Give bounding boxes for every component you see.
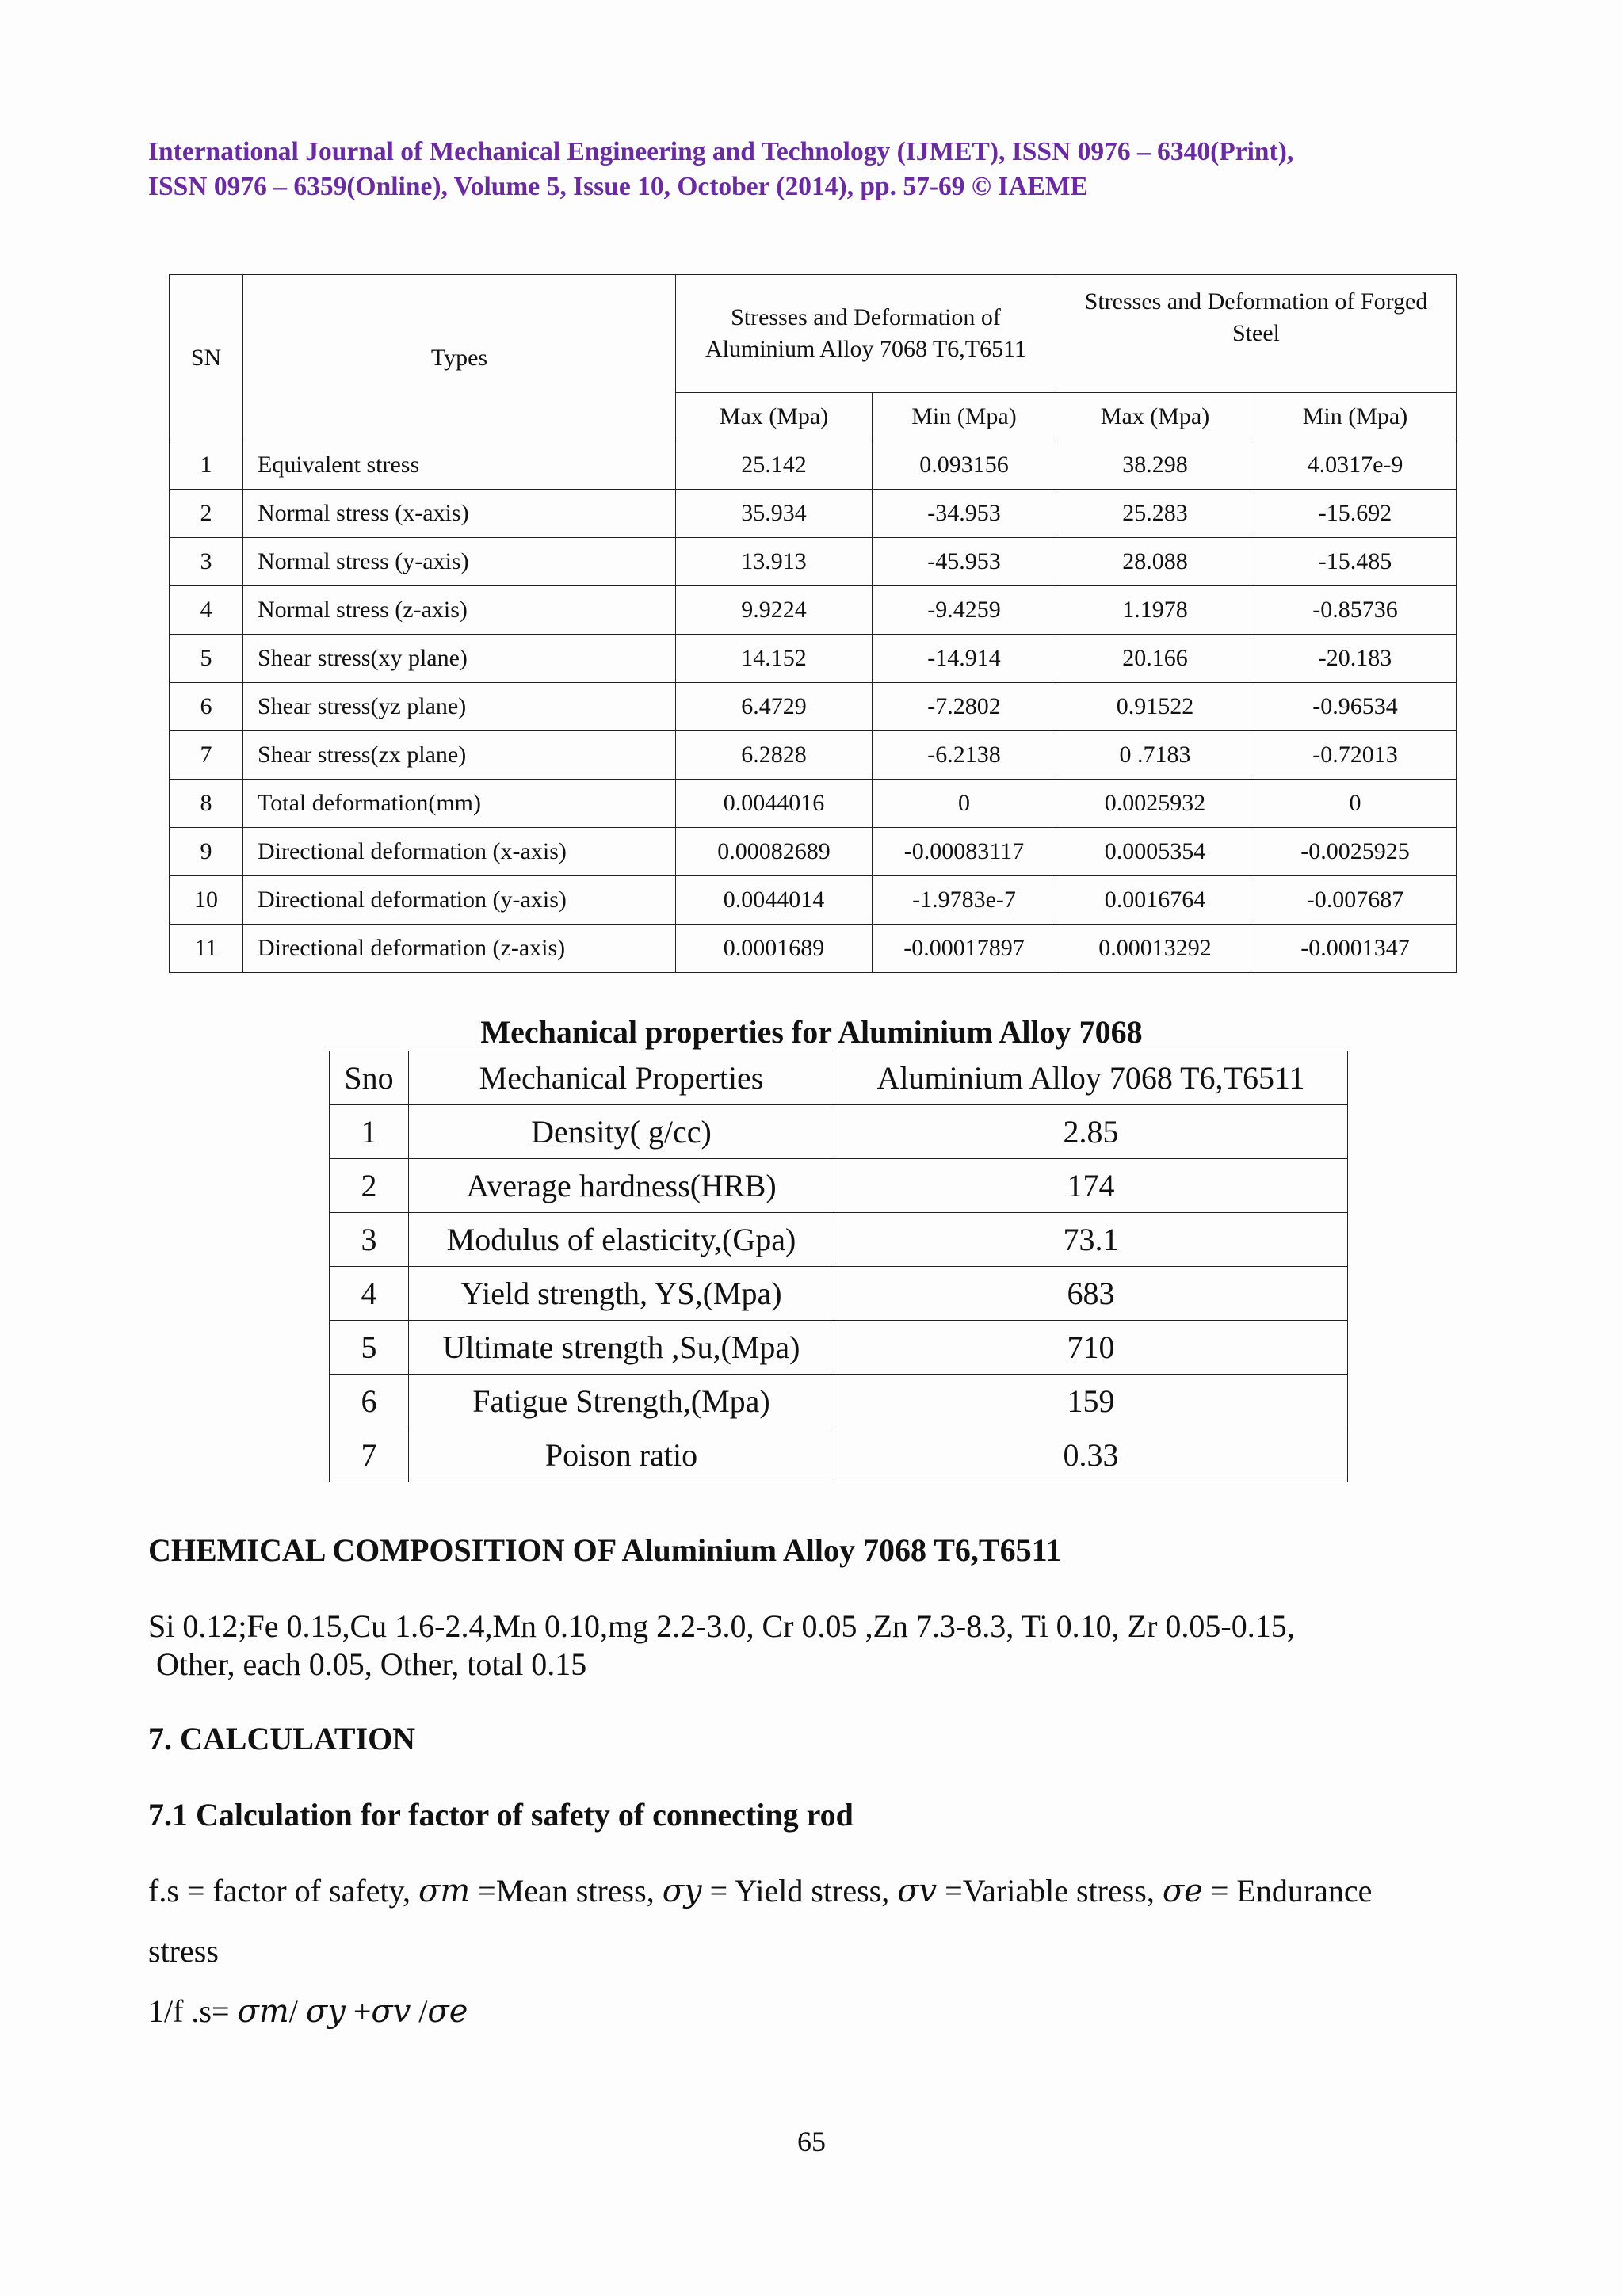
- header-line-1: International Journal of Mechanical Engineering and Technology (IJMET), ISSN 0976 – 6340(Print),: [148, 137, 1294, 166]
- cell-al-min: -9.4259: [873, 586, 1056, 635]
- def-factor-of-safety: f.s = factor of safety,: [148, 1873, 418, 1909]
- cell-value: 2.85: [834, 1105, 1348, 1159]
- formula-sigma-y: σy: [305, 1993, 346, 2030]
- cell-type: Shear stress(yz plane): [243, 683, 676, 731]
- formula-sigma-v: σv: [371, 1993, 411, 2030]
- cell-steel-min: 0: [1254, 780, 1457, 828]
- cell-steel-max: 0.0025932: [1056, 780, 1254, 828]
- cell-sno: 2: [330, 1159, 409, 1213]
- cell-type: Directional deformation (x-axis): [243, 828, 676, 876]
- symbol-sigma-y: σy: [662, 1873, 702, 1909]
- table-row: [330, 1213, 1348, 1267]
- formula-plus: +: [345, 1993, 372, 2029]
- header-steel-max: Max (Mpa): [1056, 393, 1254, 441]
- cell-sn: 7: [170, 731, 243, 780]
- table-row: [170, 441, 1457, 490]
- table-row: [170, 731, 1457, 780]
- cell-value: 0.33: [834, 1428, 1348, 1482]
- cell-property: Modulus of elasticity,(Gpa): [409, 1213, 834, 1267]
- table-row: [330, 1159, 1348, 1213]
- cell-steel-min: -15.692: [1254, 490, 1457, 538]
- cell-al-max: 0.0001689: [676, 925, 873, 973]
- page-number: 65: [797, 2126, 826, 2157]
- symbol-sigma-v: σv: [897, 1873, 938, 1909]
- journal-header: [148, 135, 1495, 204]
- header-sno: Sno: [330, 1051, 409, 1105]
- cell-sn: 1: [170, 441, 243, 490]
- cell-sn: 3: [170, 538, 243, 586]
- cell-property: Poison ratio: [409, 1428, 834, 1482]
- table-row: [170, 586, 1457, 635]
- cell-steel-max: 0.0005354: [1056, 828, 1254, 876]
- cell-sn: 8: [170, 780, 243, 828]
- cell-steel-max: 0.00013292: [1056, 925, 1254, 973]
- chemical-composition-line-2: Other, each 0.05, Other, total 0.15: [156, 1646, 587, 1682]
- cell-al-max: 25.142: [676, 441, 873, 490]
- formula-divide-1: /: [288, 1993, 306, 2029]
- cell-value: 174: [834, 1159, 1348, 1213]
- cell-property: Ultimate strength ,Su,(Mpa): [409, 1321, 834, 1375]
- cell-sno: 5: [330, 1321, 409, 1375]
- cell-al-min: 0.093156: [873, 441, 1056, 490]
- cell-property: Yield strength, YS,(Mpa): [409, 1267, 834, 1321]
- cell-sno: 3: [330, 1213, 409, 1267]
- cell-steel-max: 25.283: [1056, 490, 1254, 538]
- mechanical-properties-table: [329, 1051, 1348, 1482]
- header-aluminium-group: Stresses and Deformation of Aluminium Alloy 7068 T6,T6511: [676, 275, 1056, 393]
- cell-sn: 6: [170, 683, 243, 731]
- header-mech-prop: Mechanical Properties: [409, 1051, 834, 1105]
- table-row: [170, 490, 1457, 538]
- cell-type: Normal stress (x-axis): [243, 490, 676, 538]
- cell-steel-min: -20.183: [1254, 635, 1457, 683]
- cell-al-min: -6.2138: [873, 731, 1056, 780]
- cell-steel-min: -0.0001347: [1254, 925, 1457, 973]
- cell-sn: 9: [170, 828, 243, 876]
- cell-al-min: -1.9783e-7: [873, 876, 1056, 925]
- header-al-min: Min (Mpa): [873, 393, 1056, 441]
- cell-steel-min: -0.85736: [1254, 586, 1457, 635]
- formula-sigma-m: σm: [237, 1993, 289, 2030]
- table-row: [170, 780, 1457, 828]
- cell-sn: 5: [170, 635, 243, 683]
- table-row: [330, 1267, 1348, 1321]
- header-types: Types: [243, 275, 676, 441]
- cell-steel-min: -0.72013: [1254, 731, 1457, 780]
- chemical-composition-line-1: Si 0.12;Fe 0.15,Cu 1.6-2.4,Mn 0.10,mg 2.2-3.0, Cr 0.05 ,Zn 7.3-8.3, Ti 0.10, Zr 0.05-0.15,: [148, 1608, 1295, 1644]
- definitions-line-2: stress: [148, 1933, 219, 1969]
- cell-property: Fatigue Strength,(Mpa): [409, 1375, 834, 1428]
- table-row: [170, 683, 1457, 731]
- def-endurance: = Endurance: [1202, 1873, 1373, 1909]
- cell-value: 710: [834, 1321, 1348, 1375]
- cell-al-min: -45.953: [873, 538, 1056, 586]
- def-mean-stress: =Mean stress,: [470, 1873, 663, 1909]
- table-row: [170, 635, 1457, 683]
- header-forged-steel-group: Stresses and Deformation of Forged Steel: [1056, 275, 1457, 393]
- header-sn: SN: [170, 275, 243, 441]
- cell-al-min: 0: [873, 780, 1056, 828]
- cell-sn: 11: [170, 925, 243, 973]
- cell-al-min: -0.00083117: [873, 828, 1056, 876]
- cell-property: Density( g/cc): [409, 1105, 834, 1159]
- cell-steel-min: 4.0317e-9: [1254, 441, 1457, 490]
- header-al-max: Max (Mpa): [676, 393, 873, 441]
- definitions-line: [148, 1871, 1372, 1911]
- cell-al-max: 13.913: [676, 538, 873, 586]
- cell-al-max: 9.9224: [676, 586, 873, 635]
- cell-sno: 1: [330, 1105, 409, 1159]
- header-line-2: ISSN 0976 – 6359(Online), Volume 5, Issue 10, October (2014), pp. 57-69 © IAEME: [148, 172, 1088, 201]
- table-row: [170, 925, 1457, 973]
- cell-type: Shear stress(zx plane): [243, 731, 676, 780]
- stress-deformation-table: [169, 274, 1457, 973]
- cell-value: 683: [834, 1267, 1348, 1321]
- table-row: [170, 538, 1457, 586]
- cell-steel-max: 20.166: [1056, 635, 1254, 683]
- chemical-composition-heading: CHEMICAL COMPOSITION OF Aluminium Alloy 7068 T6,T6511: [148, 1532, 1062, 1568]
- mechanical-properties-caption: Mechanical properties for Aluminium Alloy 7068: [480, 1014, 1143, 1050]
- cell-al-max: 0.00082689: [676, 828, 873, 876]
- cell-steel-min: -0.96534: [1254, 683, 1457, 731]
- cell-type: Shear stress(xy plane): [243, 635, 676, 683]
- cell-al-min: -0.00017897: [873, 925, 1056, 973]
- symbol-sigma-m: σm: [418, 1873, 471, 1909]
- cell-sno: 4: [330, 1267, 409, 1321]
- cell-type: Directional deformation (z-axis): [243, 925, 676, 973]
- cell-sn: 2: [170, 490, 243, 538]
- cell-property: Average hardness(HRB): [409, 1159, 834, 1213]
- calculation-subheading: 7.1 Calculation for factor of safety of connecting rod: [148, 1797, 854, 1833]
- cell-type: Total deformation(mm): [243, 780, 676, 828]
- cell-steel-max: 0.0016764: [1056, 876, 1254, 925]
- calculation-heading: 7. CALCULATION: [148, 1721, 416, 1756]
- cell-steel-min: -0.0025925: [1254, 828, 1457, 876]
- cell-steel-max: 0.91522: [1056, 683, 1254, 731]
- cell-al-max: 0.0044016: [676, 780, 873, 828]
- formula-sigma-e: σe: [427, 1993, 468, 2030]
- cell-steel-min: -15.485: [1254, 538, 1457, 586]
- cell-al-max: 35.934: [676, 490, 873, 538]
- def-yield-stress: = Yield stress,: [701, 1873, 898, 1909]
- cell-steel-max: 28.088: [1056, 538, 1254, 586]
- cell-steel-max: 0 .7183: [1056, 731, 1254, 780]
- cell-steel-min: -0.007687: [1254, 876, 1457, 925]
- cell-type: Directional deformation (y-axis): [243, 876, 676, 925]
- cell-sno: 6: [330, 1375, 409, 1428]
- cell-sn: 4: [170, 586, 243, 635]
- cell-al-max: 6.4729: [676, 683, 873, 731]
- cell-al-max: 6.2828: [676, 731, 873, 780]
- table-row: [170, 876, 1457, 925]
- cell-al-max: 14.152: [676, 635, 873, 683]
- cell-steel-max: 38.298: [1056, 441, 1254, 490]
- table-row: [170, 828, 1457, 876]
- cell-steel-max: 1.1978: [1056, 586, 1254, 635]
- safety-formula: [148, 1992, 468, 2031]
- table-row: [330, 1375, 1348, 1428]
- cell-type: Normal stress (y-axis): [243, 538, 676, 586]
- formula-lhs: 1/f .s=: [148, 1993, 238, 2029]
- cell-sn: 10: [170, 876, 243, 925]
- formula-divide-2: /: [411, 1993, 428, 2029]
- table-row: [330, 1105, 1348, 1159]
- cell-al-max: 0.0044014: [676, 876, 873, 925]
- cell-type: Normal stress (z-axis): [243, 586, 676, 635]
- cell-al-min: -14.914: [873, 635, 1056, 683]
- table-row: [330, 1428, 1348, 1482]
- cell-al-min: -7.2802: [873, 683, 1056, 731]
- def-variable-stress: =Variable stress,: [937, 1873, 1163, 1909]
- cell-al-min: -34.953: [873, 490, 1056, 538]
- cell-value: 73.1: [834, 1213, 1348, 1267]
- header-steel-min: Min (Mpa): [1254, 393, 1457, 441]
- table-row: [330, 1321, 1348, 1375]
- cell-type: Equivalent stress: [243, 441, 676, 490]
- symbol-sigma-e: σe: [1162, 1873, 1203, 1909]
- cell-sno: 7: [330, 1428, 409, 1482]
- cell-value: 159: [834, 1375, 1348, 1428]
- header-alloy-value: Aluminium Alloy 7068 T6,T6511: [834, 1051, 1348, 1105]
